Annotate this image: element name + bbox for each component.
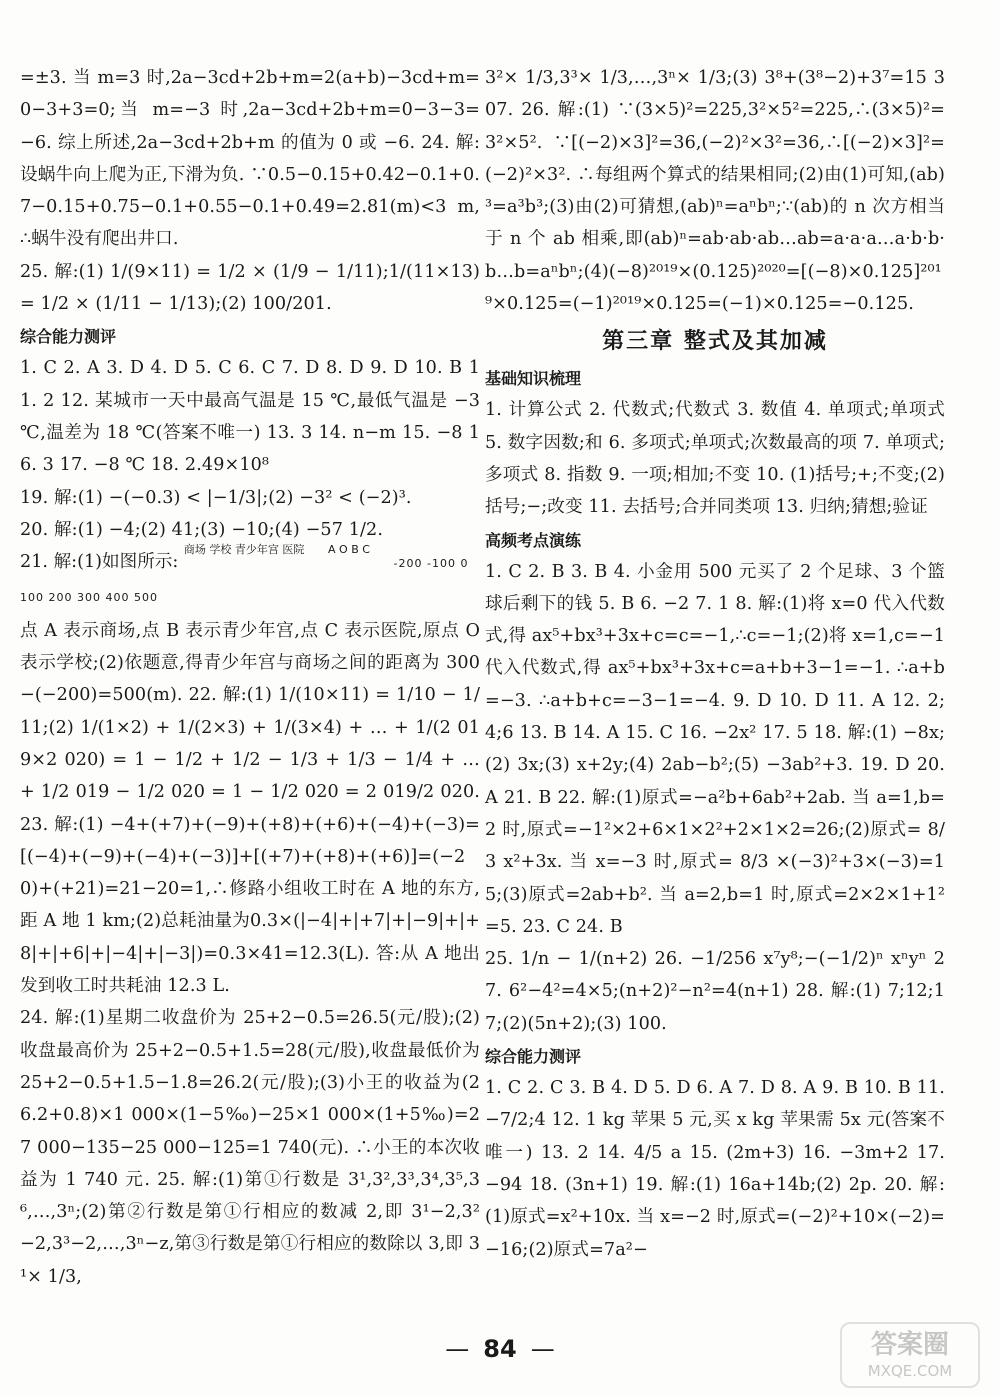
- left-paragraph-7: 24. 解:(1)星期二收盘价为 25+2−0.5=26.5(元/股);(2)收盘最高价为 25+2−0.5+1.5=28(元/股),收盘最低价为 25+2−0.5+1.5−1.8=26.2(元/股);(3)小王的收益为(26.2+0.8)×1 000×(1−5‰)−25×1 000×(1+5‰)=27 000−135−25 000−125=1 740(元). ∴小王的本次收益为 1 740 元. 25. 解:(1)第①行数是 3¹,3²,3³,3⁴,3⁵,3⁶,…,3ⁿ;(2)第②行数是第①行相应的数减 2,即 3¹−2,3²−2,3³−2,…,3ⁿ−z,第③行数是第①行相应的数除以 3,即 3¹× 1/3,: [20, 1008, 480, 1287]
- right-paragraph-2: 1. 计算公式 2. 代数式;代数式 3. 数值 4. 单项式;单项式 5. 数字因数;和 6. 多项式;单项式;次数最高的项 7. 单项式;多项式 8. 指数 9. 一项;相加;不变 10. (1)括号;+;不变;(2)括号;−;改变 11. 去括号;合并同类项 13. 归纳;猜想;验证: [485, 400, 945, 518]
- left-paragraph-3: 1. C 2. A 3. D 4. D 5. C 6. C 7. D 8. D 9. D 10. B 11. 2 12. 某城市一天中最高气温是 15 ℃,最低气温是 −3 ℃,温差为 18 ℃(答案不唯一) 13. 3 14. n−m 15. −8 16. 3 17. −8 ℃ 18. 2.49×10⁸: [20, 358, 480, 476]
- right-paragraph-1: 3²× 1/3,3³× 1/3,…,3ⁿ× 1/3;(3) 3⁸+(3⁸−2)+3⁷=15 307. 26. 解:(1) ∵(3×5)²=225,3²×5²=225,∴(3×5)²=3²×5². ∵[(−2)×3]²=36,(−2)²×3²=36,∴[(−2)×3]²=(−2)²×3². ∴每组两个算式的结果相同;(2)由(1)可知,(ab)³=a³b³;(3)由(2)可猜想,(ab)ⁿ=aⁿbⁿ;∵(ab)的 n 次方相当于 n 个 ab 相乘,即(ab)ⁿ=ab·ab·ab…ab=a·a·a…a·b·b·b…b=aⁿbⁿ;(4)(−8)²⁰¹⁹×(0.125)²⁰²⁰=[(−8)×0.125]²⁰¹⁹×0.125=(−1)²⁰¹⁹×0.125=(−1)×0.125=−0.125.: [485, 68, 945, 315]
- number-line-place-labels: 商场 学校 青少年宫 医院: [183, 543, 305, 557]
- footer-dash-left: —: [445, 1335, 470, 1363]
- watermark-text: 答案圈: [870, 1330, 949, 1360]
- left-paragraph-4: 19. 解:(1) −(−0.3) < |−1/3|;(2) −3² < (−2)³.: [20, 487, 412, 508]
- left-paragraph-6a: 21. 解:(1)如图所示:: [20, 552, 179, 573]
- footer-dash-right: —: [530, 1335, 555, 1363]
- number-line-figure: [20, 543, 480, 615]
- section-heading-practice: 高频考点演练: [485, 530, 582, 550]
- watermark-logo: [840, 1322, 980, 1388]
- left-paragraph-6b: 点 A 表示商场,点 B 表示青少年宫,点 C 表示医院,原点 O 表示学校;(2)依题意,得青少年宫与商场之间的距离为 300−(−200)=500(m). 22. 解:(1) 1/(10×11) = 1/10 − 1/11;(2) 1/(1×2) + 1/(2×3) + 1/(3×4) + … + 1/(2 019×2 020) = 1 − 1/2 + 1/2 − 1/3 + 1/3 − 1/4 + … + 1/2 019 − 1/2 020 = 1 − 1/2 020 = 2 019/2 020. 23. 解:(1) −4+(+7)+(−9)+(+8)+(+6)+(−4)+(−3)=[(−4)+(−9)+(−4)+(−3)]+[(+7)+(+8)+(+6)]=(−20)+(+21)=21−20=1,∴修路小组收工时在 A 地的东方,距 A 地 1 km;(2)总耗油量为0.3×(|−4|+|+7|+|−9|+|+8|+|+6|+|−4|+|−3|)=0.3×41=12.3(L). 答:从 A 地出发到收工时共耗油 12.3 L.: [20, 620, 480, 997]
- left-paragraph-1: =±3. 当 m=3 时,2a−3cd+2b+m=2(a+b)−3cd+m=0−3+3=0;当 m=−3 时,2a−3cd+2b+m=0−3−3=−6. 综上所述,2a−3cd+2b+m 的值为 0 或 −6. 24. 解:设蜗牛向上爬为正,下滑为负. ∵0.5−0.15+0.42−0.1+0.7−0.15+0.75−0.1+0.55−0.1+0.49=2.81(m)<3 m,∴蜗牛没有爬出井口.: [20, 68, 480, 250]
- chapter-title: 第三章 整式及其加减: [602, 329, 828, 355]
- left-paragraph-5: 20. 解:(1) −4;(2) 41;(3) −10;(4) −57 1/2.: [20, 519, 384, 540]
- section-heading-basics: 基础知识梳理: [485, 369, 582, 389]
- section-heading-comprehensive-1: 综合能力测评: [20, 327, 117, 347]
- left-paragraph-2: 25. 解:(1) 1/(9×11) = 1/2 × (1/9 − 1/11);1/(11×13) = 1/2 × (1/11 − 1/13);(2) 100/201.: [20, 261, 480, 315]
- right-paragraph-3: 1. C 2. B 3. B 4. 小金用 500 元买了 2 个足球、3 个篮球后剩下的钱 5. B 6. −2 7. 1 8. 解:(1)将 x=0 代入代数式,得 ax⁵+bx³+3x+c=c=−1,∴c=−1;(2)将 x=1,c=−1 代入代数式,得 ax⁵+bx³+3x+c=a+b+3−1=−1. ∴a+b=−3. ∴a+b+c=−3−1=−4. 9. D 10. D 11. A 12. 2;4;6 13. B 14. A 15. C 16. −2x² 17. 5 18. 解:(1) −8x;(2) 3x;(3) x+2y;(4) 2ab−b²;(5) −3ab²+3. 19. D 20. A 21. B 22. 解:(1)原式=−a²b+6ab²+2ab. 当 a=1,b=2 时,原式=−1²×2+6×1×2²+2×1×2=26;(2)原式= 8/3 x²+3x. 当 x=−3 时,原式= 8/3 ×(−3)²+3×(−3)=15;(3)原式=2ab+b². 当 a=2,b=1 时,原式=2×2×1+1²=5. 23. C 24. B: [485, 561, 945, 937]
- watermark-url: MXQE.COM: [867, 1362, 953, 1380]
- section-heading-comprehensive-2: 综合能力测评: [485, 1047, 582, 1067]
- number-line-point-letters: A O B C: [328, 543, 370, 557]
- right-paragraph-4: 25. 1/n − 1/(n+2) 26. −1/256 x⁷y⁸;−(−1/2)ⁿ xⁿyⁿ 27. 6²−4²=4×5;(n+2)²−n²=4(n+1) 28. 解:(1) 7;12;17;(2)(5n+2);(3) 100.: [485, 949, 945, 1034]
- right-paragraph-5: 1. C 2. C 3. B 4. D 5. D 6. A 7. D 8. A 9. B 10. B 11. −7/2;4 12. 1 kg 苹果 5 元,买 x kg 苹果需 5x 元(答案不唯一) 13. 2 14. 4/5 a 15. (2m+3) 16. −3m+2 17. −94 18. (3n+1) 19. 解:(1) 16a+14b;(2) 2p. 20. 解:(1)原式=x²+10x. 当 x=−2 时,原式=(−2)²+10×(−2)=−16;(2)原式=7a²−: [485, 1078, 945, 1260]
- right-column: [485, 62, 945, 1266]
- left-column: [20, 62, 480, 1293]
- number-line-ticks: -200 -100 0 100 200 300 400 500: [20, 557, 469, 605]
- page-number: 84: [483, 1335, 517, 1363]
